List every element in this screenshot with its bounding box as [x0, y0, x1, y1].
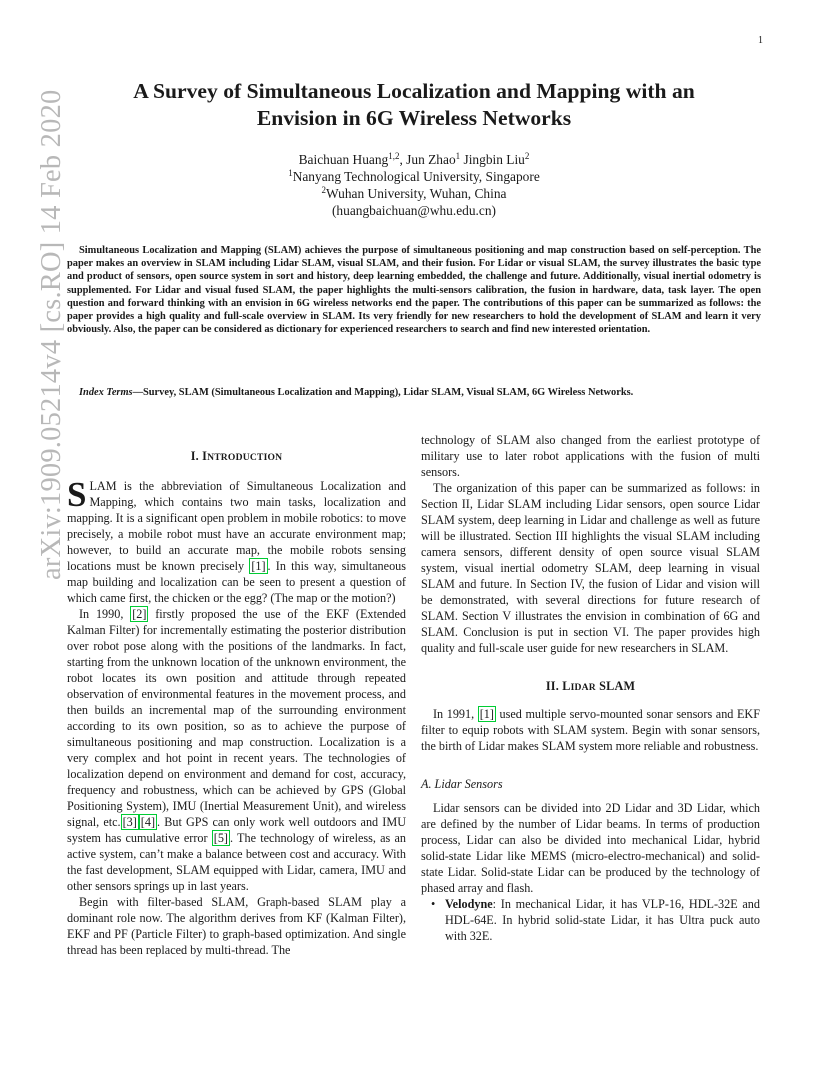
list-item [431, 896, 760, 944]
citation-link[interactable]: [3] [122, 815, 137, 829]
intro-p1-text: LAM is the abbreviation of Simultaneous Localization and Mapping, which contains two main tasks, localization and mapping. It is a significant open problem in mobile robotics: to move precisely, a mobile robot must have an accurate environment map; however, to build an accurate map, the mobile robots sensing locations must be known precisely [67, 479, 406, 573]
section-heading-introduction [67, 448, 406, 466]
intro-paragraph-2 [67, 606, 406, 894]
sensor-list [421, 896, 760, 944]
intro-p2-text-mid: firstly proposed the use of the EKF (Extended Kalman Filter) for incrementally estimating the posterior distribution over robot pose along with the positions of the landmarks. In fact, starting from the unknown location of the unknown environment, the robot locates its own position and attitude through repeated observation of environmental features in the movement process, and then builds an incremental map of the surrounding environment according to its own position, so as to achieve the purpose of simultaneous positioning and map construction. Localization is a very complex and hot point in recent years. The technologies of localization depend on environment and demand for cost, accuracy, frequency and robustness, which can be achieved by GPS (Global Positioning System), IMU (Inertial Measurement Unit), and wireless signal, etc. [67, 607, 406, 829]
author-block [0, 151, 828, 219]
index-terms [67, 386, 761, 399]
citation-link[interactable]: [5] [213, 831, 228, 845]
arxiv-watermark: arXiv:1909.05214v4 [cs.RO] 14 Feb 2020 [36, 89, 67, 580]
affiliation-1-mark: 1 [288, 168, 293, 178]
affiliation-1-text: Nanyang Technological University, Singapore [292, 169, 540, 184]
section-number: II. [545, 679, 563, 693]
list-item-text: : In mechanical Lidar, it has VLP-16, HDL-32E and HDL-64E. In hybrid solid-state Lidar, it has Ultra puck auto with 32E. [445, 897, 760, 943]
intro-p2-text-mid2: . But GPS can only work well outdoors and IMU system has cumulative error [67, 815, 406, 845]
section-title-initial: L [562, 679, 571, 693]
section-title-initial: I [202, 449, 208, 463]
intro-p2-text-end: . The technology of wireless, as an active system, can’t make a balance between cost and accuracy. With the fast development, SLAM equipped with Lidar, camera, IMU and other sensors springs up in last years. [67, 831, 406, 893]
title-line-2: Envision in 6G Wireless Networks [256, 106, 572, 130]
right-column [421, 432, 760, 944]
affiliation-2-text: Wuhan University, Wuhan, China [326, 186, 507, 201]
affiliation-2-mark: 2 [321, 185, 327, 195]
citation-link[interactable]: [2] [132, 607, 147, 621]
affiliation-1 [0, 168, 828, 185]
sensors-paragraph-1: Lidar sensors can be divided into 2D Lidar and 3D Lidar, which are defined by the number of Lidar beams. In terms of production process, Lidar can also be divided into mechanical Lidar, hybrid solid-state Lidar like MEMS (micro-electro-mechanical) and solid-state Lidar. Solid-state Lidar can be produced by the technology of phased array and flash. [421, 801, 760, 895]
bullet-icon: • [431, 897, 436, 911]
section-number: I. [190, 449, 203, 463]
intro-paragraph-3-continued: technology of SLAM also changed from the earliest prototype of military use to later robot applications with the fusion of multi sensors. [421, 433, 760, 479]
title-line-1: A Survey of Simultaneous Localization and Mapping with an [133, 79, 695, 103]
author-email: (huangbaichuan@whu.edu.cn) [331, 203, 497, 218]
intro-paragraph-4: The organization of this paper can be summarized as follows: in Section II, Lidar SLAM including Lidar sensors, open source Lidar SLAM system, deep learning in Lidar and challenge as well as future will be illustrated. Section III highlights the visual SLAM including camera sensors, different density of open source visual SLAM system, visual inertial odometry SLAM, deep learning in visual SLAM and future. In Section IV, the fusion of Lidar and vision will be demonstrated, with several directions for future research of SLAM. Section V illustrates the envision in combination of 6G and SLAM. Conclusion is put in section VI. The paper provides high quality and full-scale user guide for new researchers in SLAM. [421, 481, 760, 655]
author-2-affil: 1 [455, 151, 461, 161]
author-names [0, 151, 828, 168]
author-3: Jingbin Liu [460, 152, 525, 167]
index-terms-label: Index Terms [79, 387, 133, 398]
intro-p2-text: In 1990, [79, 607, 131, 621]
author-3-affil: 2 [524, 151, 530, 161]
intro-paragraph-1 [67, 475, 406, 606]
section-title-tail: SLAM [595, 679, 636, 693]
citation-link[interactable]: [1] [251, 559, 266, 573]
page-number: 1 [758, 35, 763, 46]
section-heading-lidar-slam [421, 678, 760, 696]
abstract [67, 244, 761, 336]
subsection-heading-lidar-sensors: A. Lidar Sensors [421, 777, 503, 791]
paper-title [0, 78, 828, 132]
citation-link[interactable]: [1] [479, 707, 494, 721]
author-2: , Jun Zhao [399, 152, 456, 167]
section-title-rest: IDAR [570, 682, 596, 693]
intro-p1-text-end: . In this way, simultaneous map building and localization can be seen to present a question of which came first, the chicken or the egg? (The map or the motion?) [67, 559, 406, 605]
affiliation-2 [0, 185, 828, 202]
lidar-p1-text: In 1991, [433, 707, 478, 721]
drop-cap: S [67, 475, 87, 514]
lidar-paragraph-1 [421, 706, 760, 754]
lidar-p1-text-end: used multiple servo-mounted sonar sensors and EKF filter to equip robots with SLAM system. Begin with sonar sensors, the birth of Lidar makes SLAM system more reliable and robustness. [421, 707, 760, 753]
left-column [67, 448, 406, 958]
section-title-rest: NTRODUCTION [207, 452, 283, 463]
abstract-text: Simultaneous Localization and Mapping (SLAM) achieves the purpose of simultaneous positioning and map construction based on self-perception. The paper makes an overview in SLAM including Lidar SLAM, visual SLAM, and their fusion. For Lidar or visual SLAM, the survey illustrates the basic type and product of sensors, open source system in sort and history, deep learning embedded, the challenge and future. Additionally, visual inertial odometry is supplemented. For Lidar and visual fused SLAM, the paper highlights the multi-sensors calibration, the fusion in hardware, data, task layer. The open question and forward thinking with an envision in 6G wireless networks end the paper. The contributions of this paper can be summarized as follows: the paper provides a high quality and full-scale overview in SLAM. Its very friendly for new researchers to hold the development of SLAM and learn it very obviously. Also, the paper can be considered as dictionary for experienced researchers to search and find new interested orientation. [67, 245, 761, 336]
citation-link[interactable]: [4] [140, 815, 156, 829]
list-item-label: Velodyne [445, 897, 493, 911]
author-1-affil: 1,2 [388, 151, 400, 161]
intro-paragraph-3: Begin with filter-based SLAM, Graph-based SLAM play a dominant role now. The algorithm derives from KF (Kalman Filter), EKF and PF (Particle Filter) to graph-based optimization. And single thread has been replaced by multi-thread. The [67, 895, 406, 957]
index-terms-text: —Survey, SLAM (Simultaneous Localization and Mapping), Lidar SLAM, Visual SLAM, 6G Wireless Networks. [132, 387, 634, 398]
author-1: Baichuan Huang [298, 152, 389, 167]
